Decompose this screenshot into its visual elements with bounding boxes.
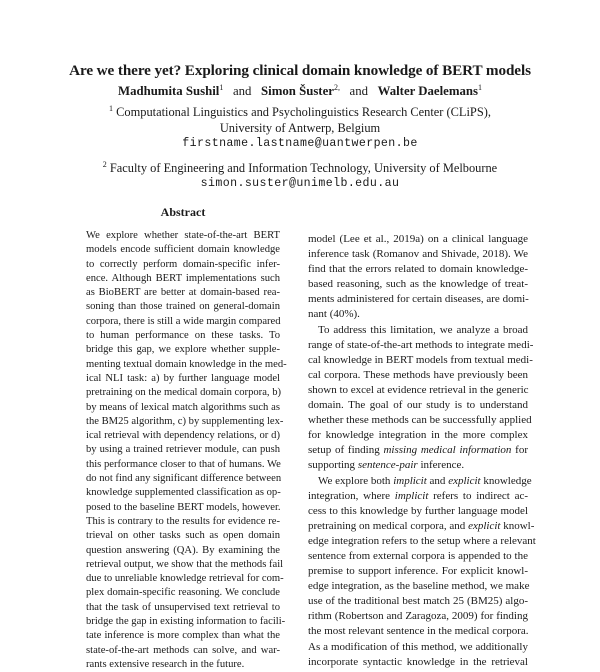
- body-text: and: [426, 474, 449, 487]
- body-line: [308, 624, 528, 639]
- intro-column-text: [308, 232, 536, 670]
- body-text: To address this limitation, we analyze a broad: [318, 323, 528, 336]
- affiliation-1: [0, 101, 600, 152]
- abstract-line: This is contrary to the results for evidence re-: [86, 515, 280, 527]
- body-line: [308, 323, 528, 338]
- emphasis-text: explicit: [468, 519, 501, 532]
- abstract-line: bridge this gap, we explore whether supple-: [86, 344, 280, 356]
- abstract-line: ical NLI task: a) by further language model: [86, 372, 280, 384]
- abstract-line: to human performance on these tasks. To: [86, 330, 280, 342]
- body-text: use of the traditional best match 25 (BM25) algo-: [308, 595, 528, 608]
- affiliation-text: Computational Linguistics and Psycholinguistics Research Center (CLiPS),: [116, 105, 491, 119]
- abstract-line: due to unreliable knowledge retrieval for com-: [86, 573, 284, 585]
- body-text: inference task (Romanov and Shivade, 2018). We: [308, 248, 528, 261]
- body-text: cess to this knowledge by further language model: [308, 504, 528, 517]
- body-line: [308, 443, 528, 458]
- body-text: cal knowledge in BERT models from textual medi-: [308, 353, 533, 366]
- abstract-body: [86, 229, 287, 672]
- body-line: [308, 504, 528, 519]
- body-line: [308, 413, 532, 428]
- paper-title: Are we there yet? Exploring clinical domain knowledge of BERT models: [69, 62, 531, 79]
- abstract-line: pretraining on the medical domain corpora, b): [86, 387, 282, 399]
- body-line: [308, 579, 528, 594]
- body-text: for: [511, 444, 529, 457]
- body-text: knowledge: [480, 474, 532, 487]
- body-text: domain. The goal of our study is to understand: [308, 399, 528, 412]
- author-separator: and: [349, 84, 369, 98]
- body-line: [308, 277, 528, 292]
- author-line: [0, 83, 600, 99]
- body-line: [308, 640, 528, 655]
- body-text: integration, where: [308, 489, 395, 502]
- body-text: rithm (Robertson and Zaragoza, 2009) for finding: [308, 610, 528, 623]
- abstract-line: knowledge supplemented classification as op-: [86, 487, 281, 499]
- abstract-line: posed to the baseline BERT models, however.: [86, 501, 281, 513]
- body-text: whether these methods can be successfully applied: [308, 414, 532, 427]
- abstract-line: to correctly perform domain-specific infer-: [86, 258, 280, 270]
- abstract-line: corpora, there is still a wide margin compared: [86, 315, 281, 327]
- body-line: [308, 489, 528, 504]
- affiliation-marker: 1: [109, 104, 114, 113]
- body-text: sentence from external corpora is appended to the: [308, 549, 528, 562]
- body-line: [308, 307, 528, 322]
- abstract-line: by using a trained retriever module, can push: [86, 444, 280, 456]
- author-separator: and: [232, 84, 252, 98]
- body-text: shown to excel at evidence retrieval in the generic: [308, 383, 529, 396]
- emphasis-text: implicit: [394, 489, 429, 502]
- abstract-line: retrieval output, we show that the methods fail: [86, 558, 284, 570]
- body-text: pretraining on medical corpora, and: [308, 519, 469, 532]
- emphasis-text: missing medical information: [383, 444, 512, 457]
- abstract-line: plex domain-specific reasoning. We conclude: [86, 587, 280, 599]
- author-name: Walter Daelemans: [377, 84, 478, 98]
- body-text: model (Lee et al., 2019a) on a clinical language: [308, 233, 528, 245]
- author-name: Simon Šuster: [261, 84, 334, 98]
- abstract-line: We explore whether state-of-the-art BERT: [86, 230, 280, 241]
- abstract-line: soning than those trained on general-domain: [86, 301, 280, 313]
- emphasis-text: implicit: [393, 474, 427, 487]
- abstract-line: state-of-the-art methods can solve, and war-: [86, 644, 280, 656]
- body-text: setup of finding: [308, 444, 384, 457]
- abstract-line: the BM25 algorithm, c) by supplementing lex-: [86, 415, 284, 427]
- body-text: knowl-: [500, 519, 535, 532]
- abstract-line: bridge the gap in existing information to facili-: [86, 616, 286, 628]
- body-line: [308, 383, 528, 398]
- body-text: edge integration refers to the setup where a relevant: [308, 534, 536, 547]
- affiliation-email: simon.suster@unimelb.edu.au: [200, 177, 400, 190]
- body-line: [308, 428, 528, 443]
- body-text: ments administered for certain diseases, are domi-: [308, 293, 529, 306]
- body-line: [308, 474, 532, 489]
- body-text: supporting: [308, 459, 358, 472]
- body-line: [308, 292, 528, 307]
- abstract-heading: Abstract: [160, 205, 206, 219]
- abstract-line: tate inference is more complex than what the: [86, 630, 280, 642]
- body-text: inference.: [417, 459, 465, 472]
- affiliation-email: firstname.lastname@uantwerpen.be: [182, 137, 418, 150]
- body-text: As a modification of this method, we additionally: [308, 640, 528, 653]
- body-text: for knowledge integration in the more complex: [308, 429, 528, 442]
- body-line: [308, 594, 528, 609]
- body-line: [308, 368, 528, 383]
- affiliation-text: Faculty of Engineering and Information Technology, University of Melbourne: [109, 161, 498, 175]
- body-text: the most relevant sentence in the medical corpora.: [308, 625, 529, 638]
- body-line: [308, 534, 536, 549]
- body-line: [308, 519, 535, 534]
- body-line: [308, 338, 534, 353]
- body-text: find that the errors related to domain knowledge-: [308, 263, 528, 276]
- author-affiliation-marker: 2,: [333, 83, 340, 92]
- affiliation-line: [0, 101, 600, 120]
- body-line: [308, 655, 528, 670]
- abstract-line: do not find any significant difference between: [86, 473, 282, 485]
- body-text: range of state-of-the-art methods to integrate medi-: [308, 338, 534, 351]
- body-line: [308, 609, 528, 624]
- abstract-line: ence. Although BERT implementations such: [86, 272, 280, 284]
- body-line: [308, 398, 528, 413]
- abstract-line: menting textual domain knowledge in the med-: [86, 358, 287, 370]
- emphasis-text: explicit: [448, 474, 481, 487]
- body-line: [308, 232, 528, 247]
- body-text: incorporate syntactic knowledge in the retrieval: [308, 655, 528, 668]
- body-text: based reasoning, such as the knowledge of treat-: [308, 278, 528, 291]
- body-line: [308, 353, 533, 368]
- body-line: [308, 564, 528, 579]
- emphasis-text: sentence-pair: [357, 459, 418, 472]
- affiliation-2: [0, 157, 600, 192]
- body-line: [308, 247, 528, 262]
- abstract-line: trieval on other tasks such as open domain: [86, 530, 280, 542]
- abstract-line: ical retrieval with dependency relations, or d): [86, 430, 280, 442]
- author-affiliation-marker: 1: [219, 83, 224, 92]
- author-name: Madhumita Sushil: [117, 84, 220, 98]
- body-text: nant (40%).: [308, 308, 360, 321]
- abstract-line: by means of lexical match algorithms such as: [86, 401, 280, 413]
- body-text: refers to indirect ac-: [428, 489, 528, 502]
- abstract-line: this performance closer to that of humans. We: [86, 458, 281, 470]
- body-line: [308, 549, 528, 564]
- abstract-line: that the task of unsupervised text retrieval to: [86, 601, 280, 613]
- body-line: [308, 262, 528, 277]
- body-text: cal corpora. These methods have previously been: [308, 368, 528, 381]
- affiliation-line: [0, 157, 600, 176]
- body-text: We explore both: [318, 474, 394, 487]
- body-text: premise to support inference. For explicit knowl-: [308, 565, 528, 578]
- abstract-line: question answering (QA). By examining the: [86, 544, 280, 556]
- affiliation-marker: 2: [102, 160, 107, 169]
- body-text: edge integration, as the baseline method, we make: [308, 580, 530, 593]
- abstract-line: rants extensive research in the future.: [86, 658, 245, 670]
- affiliation-line: University of Antwerp, Belgium: [219, 121, 381, 135]
- abstract-line: models encode sufficient domain knowledge: [86, 244, 280, 256]
- body-line: [308, 458, 528, 473]
- abstract-line: as BioBERT are better at domain-based rea-: [86, 287, 280, 299]
- author-affiliation-marker: 1: [478, 83, 482, 92]
